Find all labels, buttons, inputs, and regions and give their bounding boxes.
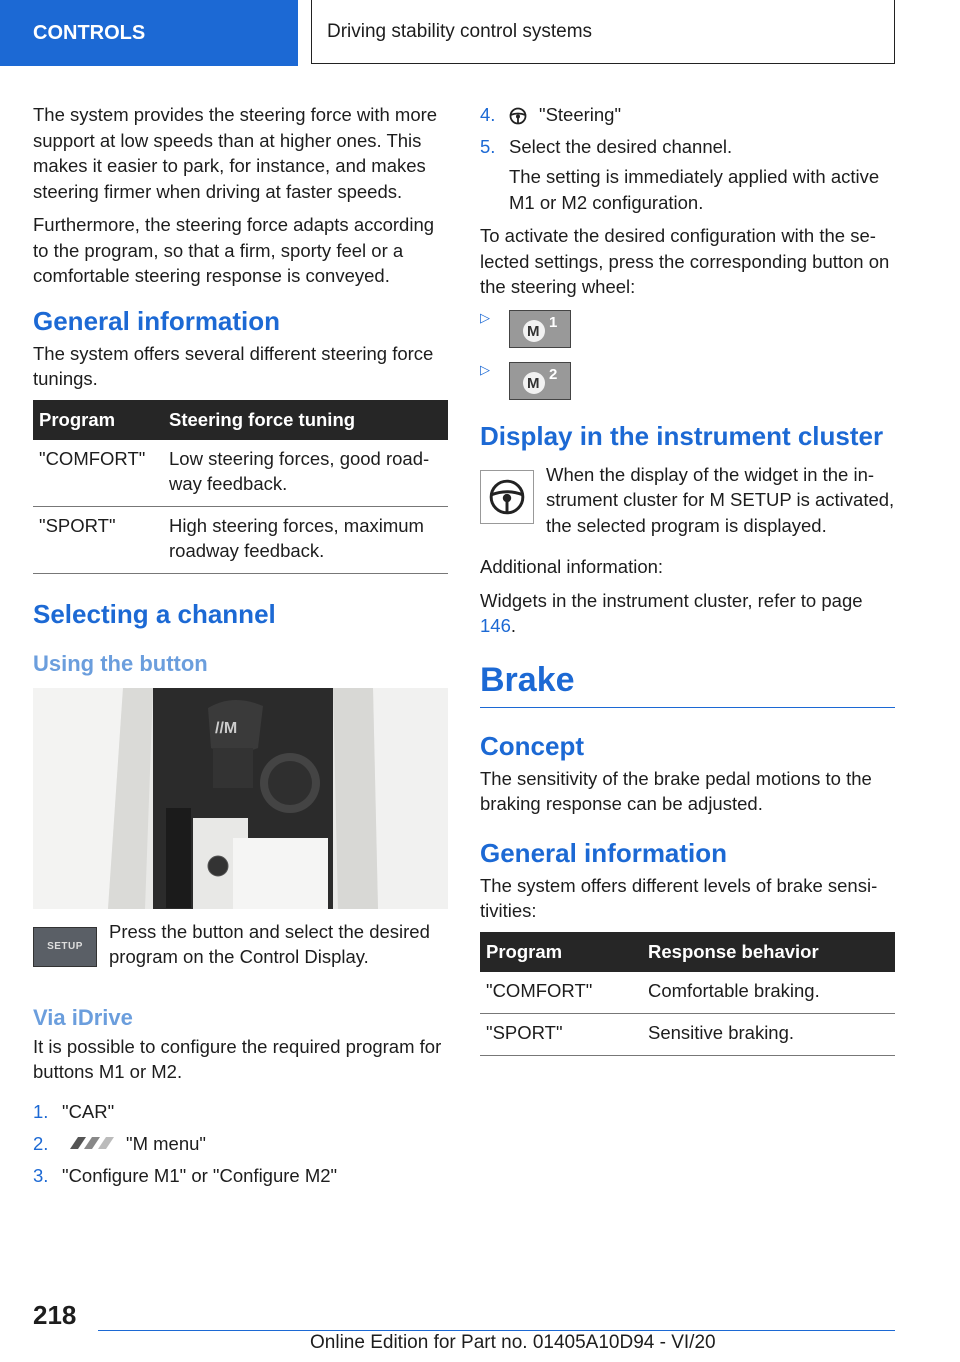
table-cell: Sensitive braking. <box>642 1013 895 1055</box>
table-row <box>33 506 448 573</box>
list-item <box>33 1163 448 1188</box>
idrive-steps-list <box>33 1099 448 1188</box>
center-console-illustration <box>33 688 448 909</box>
steering-wheel-icon <box>509 105 539 127</box>
table-header: Response behavior <box>642 932 895 972</box>
steering-tuning-table <box>33 400 448 574</box>
page-reference-link[interactable]: 146 <box>480 615 511 636</box>
display-cluster-text: When the display of the widget in the instrument cluster for M SETUP is activated, the selected program is displayed. <box>546 463 895 536</box>
m2-number: 2 <box>549 365 558 383</box>
additional-info-label: Additional information: <box>480 556 664 577</box>
heading-concept: Concept <box>480 730 584 761</box>
right-column <box>480 102 895 1070</box>
widgets-reference: Widgets in the instrument cluster, refer to page 146. <box>480 589 863 636</box>
triangle-bullet-icon: ▷ <box>480 361 490 377</box>
table-cell: "COMFORT" <box>33 440 163 507</box>
list-item <box>480 134 895 159</box>
edition-text: Online Edition for Part no. 01405A10D94 - VI/20 <box>310 1332 716 1353</box>
table-cell: Comfortable braking. <box>642 972 895 1014</box>
concept-text: The sensitivity of the brake pedal motions to the braking response can be adjusted. <box>480 767 872 814</box>
heading-display-cluster: Display in the instrument cluster <box>480 420 884 451</box>
steering-wheel-widget-icon <box>480 470 534 524</box>
step-number: 5. <box>480 136 496 157</box>
footer-divider <box>98 1330 895 1331</box>
triangle-bullet-icon: ▷ <box>480 309 490 325</box>
step-text: Select the desired channel. <box>509 136 733 157</box>
chapter-title: Driving stability control systems <box>311 0 895 64</box>
heading-general-information-brake: General information <box>480 837 728 868</box>
idrive-text: It is possible to configure the required program for buttons M1 or M2. <box>33 1035 442 1082</box>
heading-using-button: Using the button <box>33 650 208 676</box>
general-information-brake-text: The system offers different levels of brake sensitivities: <box>480 874 878 921</box>
setup-button-icon: SETUP <box>33 927 97 967</box>
m-buttons-list <box>480 310 895 400</box>
svg-text:M: M <box>527 374 540 392</box>
table-header: Program <box>480 932 642 972</box>
table-header: Steering force tuning <box>163 400 448 440</box>
table-row <box>480 972 895 1014</box>
table-cell: "SPORT" <box>480 1013 642 1055</box>
heading-selecting-channel: Selecting a channel <box>33 598 276 629</box>
step-5-detail: The setting is immediately applied with active M1 or M2 configuration. <box>509 166 880 213</box>
step-text: "CAR" <box>62 1100 115 1122</box>
step-number: 4. <box>480 104 496 125</box>
m1-number: 1 <box>549 313 558 331</box>
heading-general-information: General information <box>33 305 281 336</box>
step-text: "Steering" <box>539 104 622 125</box>
center-console-image <box>33 688 448 909</box>
list-item <box>33 1099 448 1124</box>
intro-paragraph-1: The system provides the steering force with more support at low speeds than at higher ones. This makes it easier to park, for instance, and makes steering firmer when driving at faster speeds. <box>33 104 438 202</box>
brake-response-table <box>480 932 895 1056</box>
step-number: 2. <box>33 1132 49 1154</box>
table-row <box>33 440 448 507</box>
setup-button-row <box>33 920 448 970</box>
m2-button-icon <box>509 362 571 400</box>
table-cell: "SPORT" <box>33 506 163 573</box>
section-tab[interactable]: CONTROLS <box>0 0 298 66</box>
intro-paragraph-2: Furthermore, the steering force adapts according to the program, so that a firm, sporty feel or a comfortable steering response is conveyed. <box>33 214 435 286</box>
page-header <box>0 0 960 66</box>
table-cell: High steering forces, maximum roadway feedback. <box>163 506 448 573</box>
list-item <box>33 1131 448 1156</box>
list-item <box>480 362 895 400</box>
heading-brake: Brake <box>480 657 895 708</box>
heading-via-idrive: Via iDrive <box>33 1004 133 1030</box>
general-information-text: The system offers several different steering force tunings. <box>33 342 434 389</box>
svg-text:M: M <box>527 322 540 340</box>
page-number: 218 <box>33 1300 77 1330</box>
list-item <box>480 310 895 348</box>
step-text: "M menu" <box>126 1132 206 1154</box>
m1-button-icon <box>509 310 571 348</box>
list-item <box>480 102 895 127</box>
svg-text://M: //M <box>215 719 238 737</box>
step-number: 3. <box>33 1164 49 1186</box>
step-number: 1. <box>33 1100 49 1122</box>
activate-text: To activate the desired configuration with the selected settings, press the corresponding button on the steering wheel: <box>480 225 890 297</box>
widgets-reference-text: Widgets in the instrument cluster, refer to page <box>480 589 863 611</box>
setup-instruction: Press the button and select the desired program on the Control Display. <box>109 920 430 967</box>
steps-continued-list <box>480 102 895 159</box>
step-text: "Configure M1" or "Configure M2" <box>62 1164 338 1186</box>
display-cluster-row <box>480 462 895 547</box>
table-cell: "COMFORT" <box>480 972 642 1014</box>
table-cell: Low steering forces, good roadway feedback. <box>163 440 448 507</box>
table-header: Program <box>33 400 163 440</box>
table-row <box>480 1013 895 1055</box>
left-column <box>33 102 448 1195</box>
m-menu-icon <box>62 1131 126 1156</box>
